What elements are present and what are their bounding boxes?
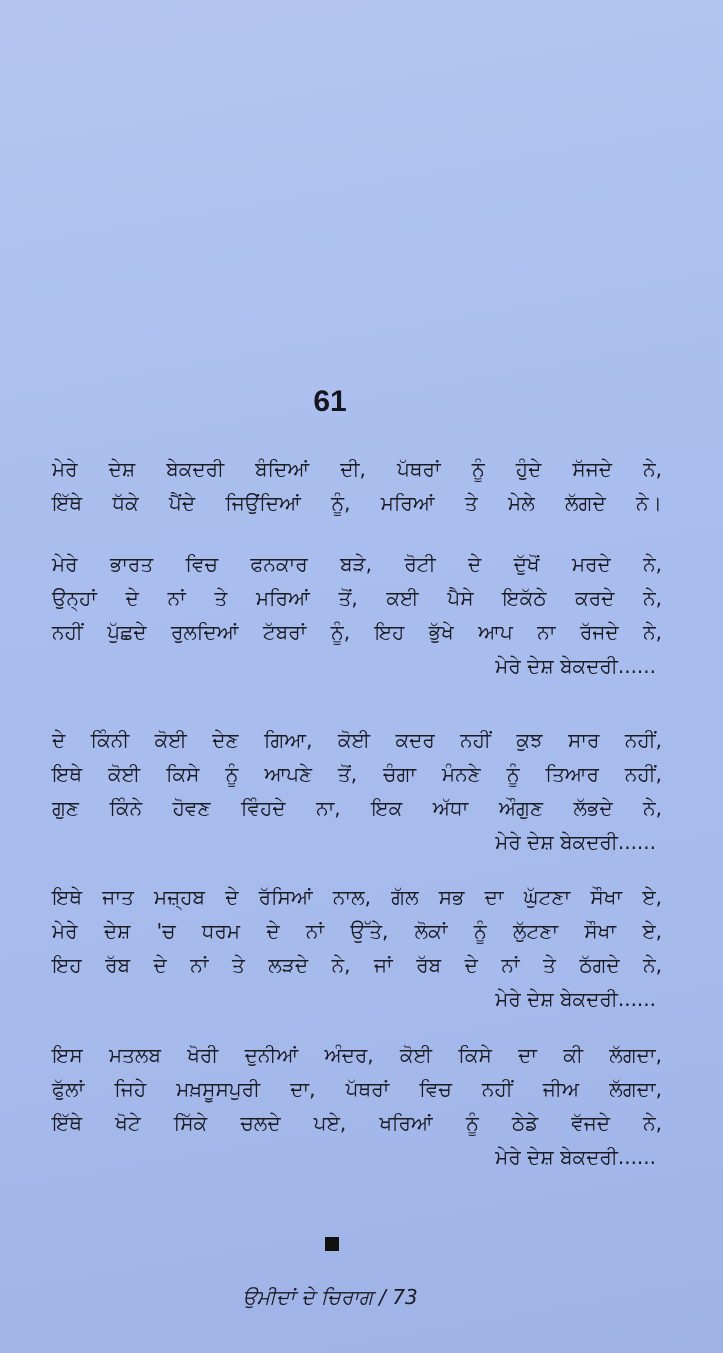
poem-line: ਮੇਰੇ ਦੇਸ਼ 'ਚ ਧਰਮ ਦੇ ਨਾਂ ਉੱਤੇ, ਲੋਕਾਂ ਨੂੰ ਲੁੱਟਣਾ ਸੌਖਾ ਏ, xyxy=(52,919,662,943)
poem-line: ਦੇ ਕਿੰਨੀ ਕੋਈ ਦੇਣ ਗਿਆ, ਕੋਈ ਕਦਰ ਨਹੀਂ ਕੁਝ ਸਾਰ ਨਹੀਂ, xyxy=(52,728,662,752)
refrain-line: ਮੇਰੇ ਦੇਸ਼ ਬੇਕਦਰੀ...... xyxy=(495,1145,656,1169)
refrain-line: ਮੇਰੇ ਦੇਸ਼ ਬੇਕਦਰੀ...... xyxy=(495,987,656,1011)
stanza-3 xyxy=(52,723,662,859)
stanza-4 xyxy=(52,880,662,1016)
refrain-line: ਮੇਰੇ ਦੇਸ਼ ਬੇਕਦਰੀ...... xyxy=(495,654,656,678)
refrain-line: ਮੇਰੇ ਦੇਸ਼ ਬੇਕਦਰੀ...... xyxy=(495,830,656,854)
stanza-1 xyxy=(52,452,662,520)
poem-line: ਗੁਣ ਕਿੰਨੇ ਹੋਵਣ ਵਿੰਹਦੇ ਨਾ, ਇਕ ਅੱਧਾ ਔਗੁਣ ਲੱਭਦੇ ਨੇ, xyxy=(52,796,662,820)
poem-line: ਨਹੀਂ ਪੁੱਛਦੇ ਰੁਲਦਿਆਂ ਟੱਬਰਾਂ ਨੂੰ, ਇਹ ਭੁੱਖੇ ਆਪ ਨਾ ਰੱਜਦੇ ਨੇ, xyxy=(52,620,662,644)
poem-line: ਇਹ ਰੱਬ ਦੇ ਨਾਂ ਤੇ ਲੜਦੇ ਨੇ, ਜਾਂ ਰੱਬ ਦੇ ਨਾਂ ਤੇ ਠੱਗਦੇ ਨੇ, xyxy=(52,953,662,977)
end-square-mark xyxy=(325,1237,339,1251)
poem-line: ਮੇਰੇ ਭਾਰਤ ਵਿਚ ਫਨਕਾਰ ਬੜੇ, ਰੋਟੀ ਦੇ ਦੁੱਖੋਂ ਮਰਦੇ ਨੇ, xyxy=(52,552,662,576)
poem-number: 61 xyxy=(313,385,347,418)
stanza-5 xyxy=(52,1038,662,1174)
poem-line: ਇਥੇ ਕੋਈ ਕਿਸੇ ਨੂੰ ਆਪਣੇ ਤੋਂ, ਚੰਗਾ ਮੰਨਣੇ ਨੂੰ ਤਿਆਰ ਨਹੀਂ, xyxy=(52,762,662,786)
poem-line: ਮੇਰੇ ਦੇਸ਼ ਬੇਕਦਰੀ ਬੰਦਿਆਂ ਦੀ, ਪੱਥਰਾਂ ਨੂੰ ਹੁੰਦੇ ਸੱਜਦੇ ਨੇ, xyxy=(52,457,662,481)
page-footer: ਉਮੀਦਾਂ ਦੇ ਚਿਰਾਗ / 73 xyxy=(242,1285,418,1309)
poem-line: ਫੁੱਲਾਂ ਜਿਹੇ ਮਖ਼ਸੂਸਪੁਰੀ ਦਾ, ਪੱਥਰਾਂ ਵਿਚ ਨਹੀਂ ਜੀਅ ਲੱਗਦਾ, xyxy=(52,1077,662,1101)
poem-line: ਉਨ੍ਹਾਂ ਦੇ ਨਾਂ ਤੇ ਮਰਿਆਂ ਤੋਂ, ਕਈ ਪੈਸੇ ਇਕੱਠੇ ਕਰਦੇ ਨੇ, xyxy=(52,586,662,610)
poem-line: ਇੱਥੇ ਧੱਕੇ ਪੈਂਦੇ ਜਿਉਂਦਿਆਂ ਨੂੰ, ਮਰਿਆਂ ਤੇ ਮੇਲੇ ਲੱਗਦੇ ਨੇ। xyxy=(52,491,662,515)
poem-line: ਇਥੇ ਜਾਤ ਮਜ਼੍ਹਬ ਦੇ ਰੱਸਿਆਂ ਨਾਲ, ਗੱਲ ਸਭ ਦਾ ਘੁੱਟਣਾ ਸੌਖਾ ਏ, xyxy=(52,885,662,909)
poem-line: ਇੱਥੇ ਖੋਟੇ ਸਿੱਕੇ ਚਲਦੇ ਪਏ, ਖਰਿਆਂ ਨੂੰ ਠੇਡੇ ਵੱਜਦੇ ਨੇ, xyxy=(52,1111,662,1135)
stanza-2 xyxy=(52,547,662,683)
poem-line: ਇਸ ਮਤਲਬ ਖੋਰੀ ਦੁਨੀਆਂ ਅੰਦਰ, ਕੋਈ ਕਿਸੇ ਦਾ ਕੀ ਲੱਗਦਾ, xyxy=(52,1043,662,1067)
